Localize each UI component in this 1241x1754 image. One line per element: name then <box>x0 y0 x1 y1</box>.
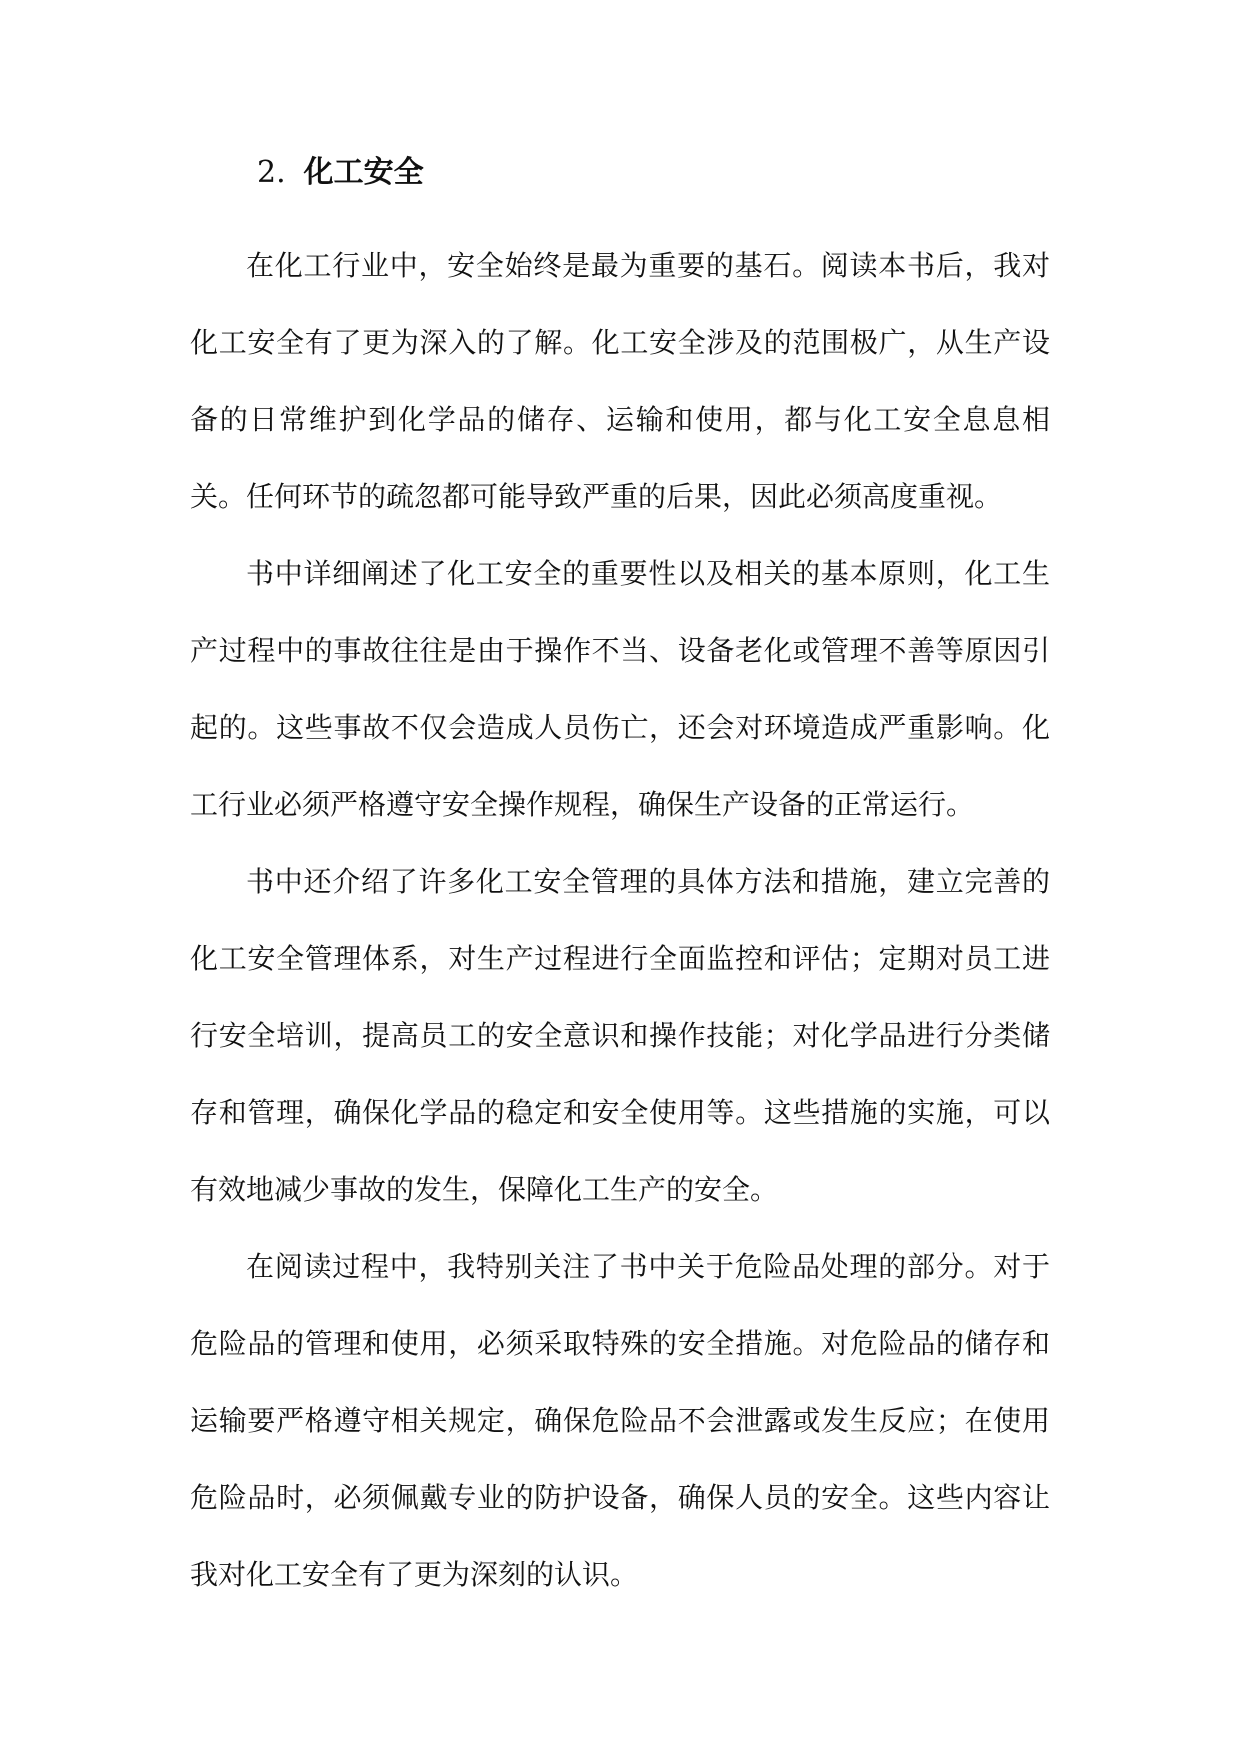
paragraph-4: 在阅读过程中，我特别关注了书中关于危险品处理的部分。对于危险品的管理和使用，必须采取特殊的安全措施。对危险品的储存和运输要严格遵守相关规定，确保危险品不会泄露或发生反应；在使用危险品时，必须佩戴专业的防护设备，确保人员的安全。这些内容让我对化工安全有了更为深刻的认识。 <box>190 1250 1050 1591</box>
document-body <box>190 227 1050 1613</box>
paragraph-1: 在化工行业中，安全始终是最为重要的基石。阅读本书后，我对化工安全有了更为深入的了解。化工安全涉及的范围极广，从生产设备的日常维护到化学品的储存、运输和使用，都与化工安全息息相关。任何环节的疏忽都可能导致严重的后果，因此必须高度重视。 <box>190 249 1050 513</box>
section-title: 化工安全 <box>303 155 424 190</box>
section-number: 2. <box>257 155 286 190</box>
paragraph-2: 书中详细阐述了化工安全的重要性以及相关的基本原则，化工生产过程中的事故往往是由于操作不当、设备老化或管理不善等原因引起的。这些事故不仅会造成人员伤亡，还会对环境造成严重影响。化工行业必须严格遵守安全操作规程，确保生产设备的正常运行。 <box>190 557 1050 821</box>
section-heading <box>257 150 424 196</box>
paragraph-3: 书中还介绍了许多化工安全管理的具体方法和措施，建立完善的化工安全管理体系，对生产过程进行全面监控和评估；定期对员工进行安全培训，提高员工的安全意识和操作技能；对化学品进行分类储存和管理，确保化学品的稳定和安全使用等。这些措施的实施，可以有效地减少事故的发生，保障化工生产的安全。 <box>190 865 1050 1206</box>
